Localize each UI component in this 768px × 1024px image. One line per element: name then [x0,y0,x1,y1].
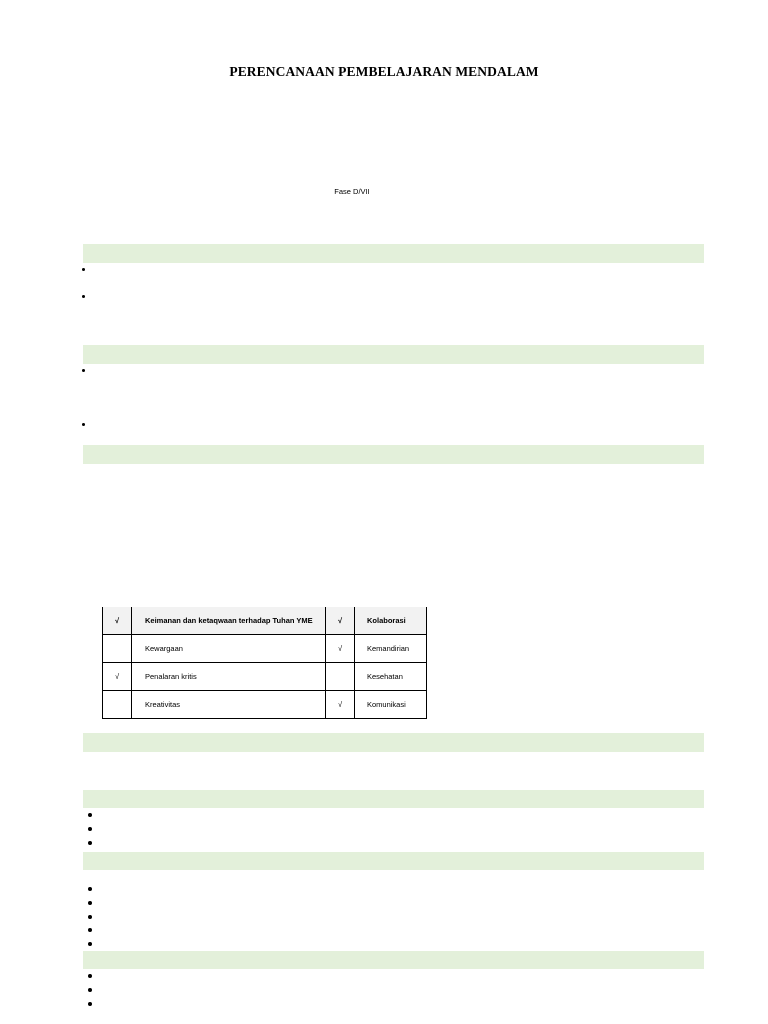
profile-dimensions-table [102,607,427,719]
section-band-5 [83,790,704,808]
section-band-3 [83,445,704,464]
dimension-label: Kewargaan [132,635,326,663]
bullet-icon [88,1002,92,1006]
section-band-1 [83,244,704,263]
dimension-label: Keimanan dan ketaqwaan terhadap Tuhan YME [132,607,326,635]
check-mark: √ [103,607,132,635]
bullet-icon [88,974,92,978]
bullet-icon [82,423,85,426]
phase-label: Fase D/VII [334,187,370,196]
bullet-icon [82,369,85,372]
dimension-label: Penalaran kritis [132,663,326,691]
bullet-icon [88,887,92,891]
check-mark: √ [326,607,355,635]
section-band-4 [83,733,704,752]
bullet-icon [88,813,92,817]
dimension-label: Kolaborasi [355,607,427,635]
dimension-label: Kreativitas [132,691,326,719]
section-band-6 [83,852,704,870]
bullet-icon [88,841,92,845]
check-mark [103,691,132,719]
bullet-icon [82,295,85,298]
bullet-icon [88,901,92,905]
section-band-7 [83,951,704,969]
check-mark: √ [103,663,132,691]
check-mark: √ [326,691,355,719]
section-band-2 [83,345,704,364]
bullet-icon [88,915,92,919]
check-mark [103,635,132,663]
document-title: PERENCANAAN PEMBELAJARAN MENDALAM [229,64,539,79]
table-row [103,663,427,691]
bullet-icon [88,928,92,932]
bullet-icon [88,942,92,946]
dimension-label: Kemandirian [355,635,427,663]
dimension-label: Komunikasi [355,691,427,719]
table-row [103,635,427,663]
bullet-icon [88,827,92,831]
check-mark: √ [326,635,355,663]
bullet-icon [82,268,85,271]
check-mark [326,663,355,691]
dimension-label: Kesehatan [355,663,427,691]
table-row [103,607,427,635]
table-row [103,691,427,719]
bullet-icon [88,988,92,992]
